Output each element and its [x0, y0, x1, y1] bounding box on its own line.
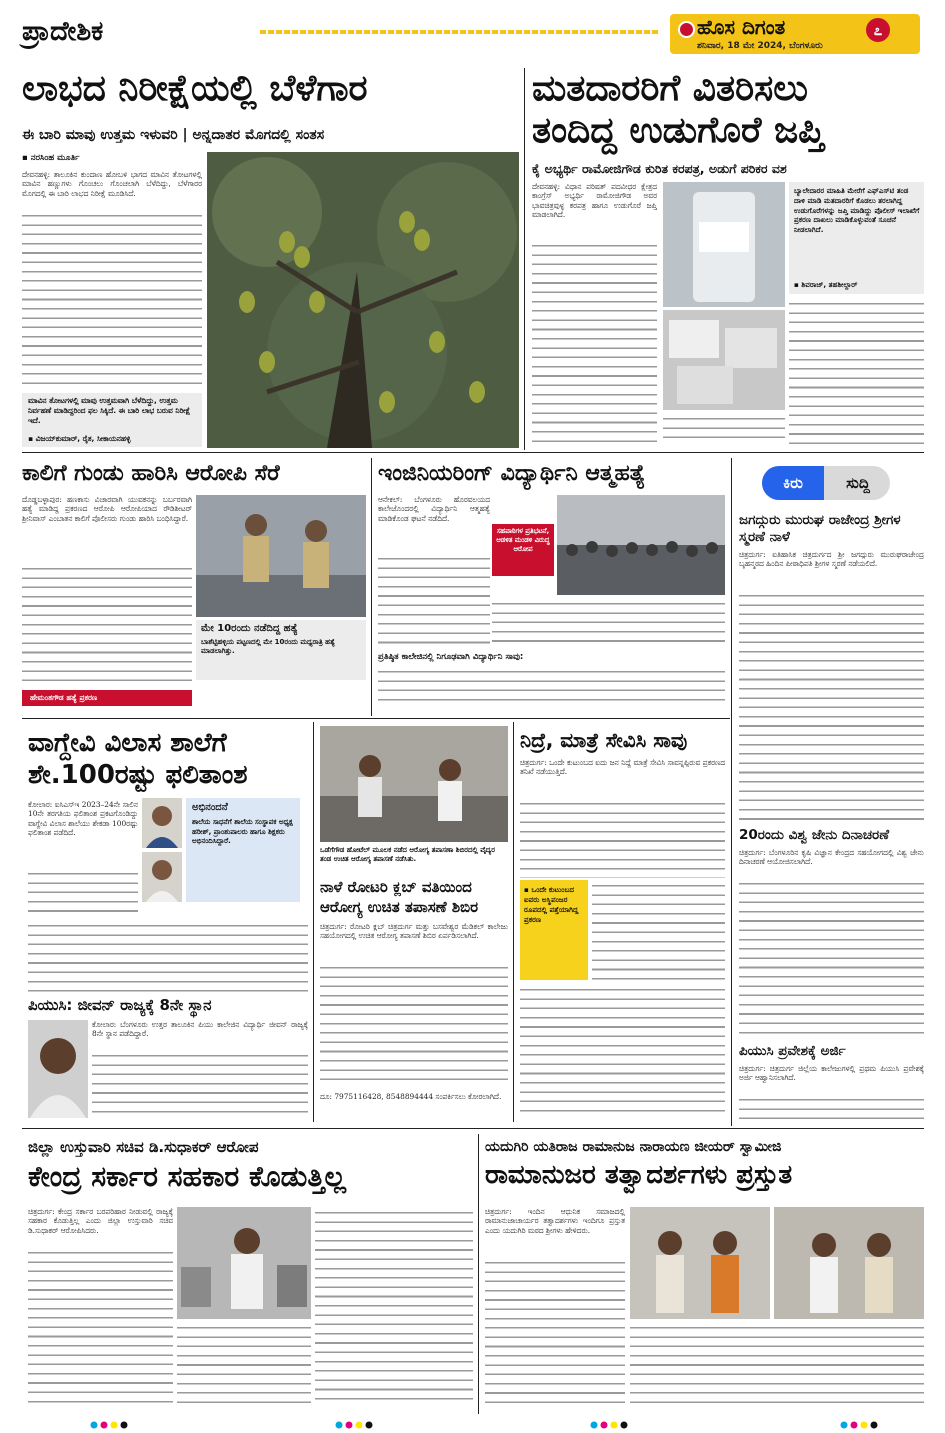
sleep-headline: ನಿದ್ರೆ, ಮಾತ್ರೆ ಸೇವಿಸಿ ಸಾವು — [520, 728, 688, 752]
sleep-box-text: ▪ ಒಂದೇ ಕುಟುಂಬದ ಐವರು ಅಸ್ಥಿಪಂಜರ ರೂಪದಲ್ಲಿ ಪತ್ತೆಯಾಗಿದ್ದ ಪ್ರಕರಣ — [524, 885, 579, 924]
row3-divider-2 — [513, 722, 514, 1122]
mango-quote-box — [22, 393, 202, 447]
kiru-item3-lead: ಚಿತ್ರದುರ್ಗ: ಚಿತ್ರದುರ್ಗ ಜಿಲ್ಲೆಯ ಕಾಲೇಜುಗಳಲ್ಲಿ ಪ್ರಥಮ ಪಿಯುಸಿ ಪ್ರವೇಶಕ್ಕೆ ಅರ್ಜಿ ಆಹ್ವಾನಿಸಲಾಗಿದೆ. — [739, 1064, 924, 1083]
jeevan-image — [28, 1020, 88, 1118]
shot-box-text: ಬಾಶೆಟ್ಟಿಹಳ್ಳಿಯ ಪಟ್ಟಣದಲ್ಲಿ ಮೇ 10ರಂದು ಮಧ್ಯರಾತ್ರಿ ಹತ್ಯೆ ಮಾಡಲಾಗಿತ್ತು. — [201, 638, 335, 655]
kiru-item2-title: 20ರಂದು ವಿಶ್ವ ಜೇನು ದಿನಾಚರಣೆ — [739, 827, 890, 843]
student-body-3 — [378, 666, 725, 706]
suddi-label: ಸುದ್ದಿ — [846, 474, 870, 492]
health-headline-line1: ನಾಳೆ ರೋಟರಿ ಕ್ಲಬ್ ವತಿಯಿಂದ — [320, 878, 472, 896]
mango-byline: ▪ ನರಸಿಂಹ ಮೂರ್ತಿ — [22, 153, 80, 163]
sleep-body — [520, 798, 725, 878]
health-headline-line2: ಆರೋಗ್ಯ ಉಚಿತ ತಪಾಸಣೆ ಶಿಬಿರ — [320, 898, 479, 916]
bottle-image — [663, 182, 785, 307]
seize-body — [532, 240, 657, 446]
student-body — [378, 553, 490, 648]
seize-callout-box — [789, 182, 924, 294]
shot-headline: ಕಾಲಿಗೆ ಗುಂಡು ಹಾರಿಸಿ ಆರೋಪಿ ಸೆರೆ — [22, 461, 280, 486]
registration-marks-mid — [335, 1414, 375, 1422]
kiru-item3-title: ಪಿಯುಸಿ ಪ್ರವೇಶಕ್ಕೆ ಅರ್ಜಿ — [739, 1043, 846, 1059]
seize-subhead: ಕೈ ಅಭ್ಯರ್ಥಿ ರಾಮೋಜಿಗೌಡ ಕುರಿತ ಕರಪತ್ರ, ಅಡುಗೆ ಪರಿಕರ ವಶ — [532, 161, 787, 176]
protest-image — [557, 495, 725, 595]
puc-student-photo — [28, 1020, 88, 1118]
student-body-2 — [492, 598, 725, 648]
row2-divider-1 — [371, 458, 372, 716]
packets-image — [663, 310, 785, 410]
student-lead: ಆನೇಕಲ್: ಬೆಂಗಳೂರು ಹೊರವಲಯದ ಕಾಲೇಜೊಂದರಲ್ಲಿ ವಿದ್ಯಾರ್ಥಿನಿ ಆತ್ಮಹತ್ಯೆ ಮಾಡಿಕೊಂಡ ಘಟನೆ ನಡೆದಿದೆ. — [378, 495, 490, 523]
ramanuja-kicker: ಯದುಗಿರಿ ಯತಿರಾಜ ರಾಮಾನುಜ ನಾರಾಯಣ ಜೀಯರ್ ಸ್ವಾಮೀಜಿ — [485, 1139, 782, 1155]
ramanuja-photo-1 — [630, 1207, 770, 1319]
student-badge — [492, 524, 554, 576]
minister-body-3 — [315, 1207, 473, 1407]
ramanuja-lead: ಚಿತ್ರದುರ್ಗ: ಇಂದಿನ ಆಧುನಿಕ ಸಮಾಜದಲ್ಲಿ ರಾಮಾನುಜಾಚಾರ್ಯರ ತತ್ವಾದರ್ಶಗಳು ಇಂದಿಗೂ ಪ್ರಸ್ತುತ ಎಂದು ಯದುಗಿರಿ ಮಠದ ಶ್ರೀಗಳು ಹೇಳಿದರು. — [485, 1207, 625, 1235]
shot-caption-bar — [22, 690, 192, 706]
row2-divider-2 — [731, 458, 732, 1126]
minister-headline: ಕೇಂದ್ರ ಸರ್ಕಾರ ಸಹಕಾರ ಕೊಡುತ್ತಿಲ್ಲ — [28, 1160, 347, 1193]
health-phone: ದೂ: 7975116428, 8548894444 ಸಂಪರ್ಕಿಸಲು ಕೋರಲಾಗಿದೆ. — [320, 1092, 502, 1101]
seize-photo-bottle — [663, 182, 785, 307]
seize-headline-line2: ತಂದಿದ್ದ ಉಡುಗೊರೆ ಜಪ್ತಿ — [532, 110, 825, 151]
school-congrats-text: ಶಾಲೆಯ ಸಾಧನೆಗೆ ಶಾಲೆಯ ಸಂಸ್ಥಾಪಕ ಅಧ್ಯಕ್ಷ ಹರೀಶ್, ಪ್ರಾಂಶುಪಾಲರು ಹಾಗೂ ಶಿಕ್ಷಕರು ಅಭಿನಂದಿಸಿದ್ದಾರೆ. — [192, 818, 293, 845]
ramanuja-headline: ರಾಮಾನುಜರ ತತ್ವಾದರ್ಶಗಳು ಪ್ರಸ್ತುತ — [485, 1160, 793, 1190]
seize-callout-by: ▪ ಶಿವರಾಜ್, ತಹಶೀಲ್ದಾರ್ — [794, 280, 858, 289]
minister-press-image — [177, 1207, 311, 1319]
ramanuja-event-image-2 — [774, 1207, 924, 1319]
student-badge-text: ಸಹಪಾಠಿಗಳ ಪ್ರತಿಭಟನೆ, ಆಡಳಿತ ಮಂಡಳಿ ವಿರುದ್ಧ ಆರೋಪ — [496, 527, 550, 553]
student-boy-image — [142, 852, 182, 902]
logo-box — [670, 14, 920, 54]
student-subhead: ಪ್ರತಿಷ್ಠಿತ ಕಾಲೇಜಿನಲ್ಲಿ ನಿಗೂಢವಾಗಿ ವಿದ್ಯಾರ್ಥಿನಿ ಸಾವು: — [378, 652, 524, 662]
sleep-box — [520, 880, 588, 980]
kiru-item2-body — [739, 878, 924, 1038]
mango-subhead: ಈ ಬಾರಿ ಮಾವು ಉತ್ತಮ ಇಳುವರಿ | ಅನ್ನದಾತರ ಮೊಗದಲ್ಲಿ ಸಂತಸ — [22, 127, 325, 143]
kiru-label: ಕಿರು — [762, 466, 824, 500]
student-girl-image — [142, 798, 182, 848]
sleep-body-3 — [520, 984, 725, 1116]
minister-body-2 — [177, 1322, 311, 1407]
seize-callout: ಬ್ಯಾಲೇದಾರರ ಮಾಹಿತಿ ಮೇರೆಗೆ ಎಫ್‌ಎಸ್‌ಟಿ ತಂಡ ದಾಳಿ ಮಾಡಿ ಮತದಾರರಿಗೆ ಕೊಡಲು ತರಲಾಗಿದ್ದ ಉಡುಗೊರೆಗಳನ್ನು ಜಪ್ತಿ ಮಾಡಿದ್ದು ಪೊಲೀಸ್ ಇಲಾಖೆಗೆ ಪ್ರಕರಣ ದಾಖಲು ಮಾಡಿಕೊಳ್ಳುವಂತೆ ಸೂಚನೆ ನೀಡಲಾಗಿದೆ. — [794, 186, 920, 235]
row1-divider — [524, 68, 525, 450]
sleep-body-2 — [592, 880, 725, 980]
school-congrats-title: ಅಭಿನಂದನೆ — [192, 802, 228, 813]
shot-police-photo — [196, 495, 366, 617]
page-number: ೭ — [866, 18, 890, 42]
school-lead: ಕೋಲಾರ: ಐಸಿಎಸ್‌ಇ 2023–24ನೇ ಸಾಲಿನ 10ನೇ ತರಗತಿಯ ಫಲಿತಾಂಶ ಪ್ರಕಟಗೊಂಡಿದ್ದು ವಾಗ್ದೇವಿ ವಿಲಾಸ ಶಾಲೆಯು ಶೇಕಡಾ 100ರಷ್ಟು ಫಲಿತಾಂಶ ಪಡೆದಿದೆ. — [28, 800, 138, 837]
kiru-item1-title: ಜಗದ್ಗುರು ಮುರುಘ ರಾಜೇಂದ್ರ ಶ್ರೀಗಳ ಸ್ಮರಣೆ ನಾಳೆ — [739, 512, 901, 545]
logo-text: ಹೊಸ ದಿಗಂತ — [697, 15, 786, 39]
registration-marks-far-right — [840, 1414, 880, 1422]
school-body — [28, 868, 138, 918]
minister-body — [28, 1247, 173, 1407]
kiru-item1-lead: ಚಿತ್ರದುರ್ಗ: ಐತಿಹಾಸಿಕ ಚಿತ್ರದುರ್ಗದ ಶ್ರೀ ಜಗದ್ಗುರು ಮುರುಘರಾಜೇಂದ್ರ ಬೃಹನ್ಮಠದ ಹಿಂದಿನ ಪೀಠಾಧಿಪತಿ ಶ್ರೀಗಳ ಸ್ಮರಣೆ ನಡೆಯಲಿದೆ. — [739, 550, 924, 569]
kiru-item1-body — [739, 590, 924, 822]
kiru-item2-lead: ಚಿತ್ರದುರ್ಗ: ಬೆಂಗಳೂರಿನ ಕೃಷಿ ವಿಜ್ಞಾನ ಕೇಂದ್ರದ ಸಹಯೋಗದಲ್ಲಿ ವಿಶ್ವ ಜೇನು ದಿನಾಚರಣೆ ಆಯೋಜಿಸಲಾಗಿದೆ. — [739, 848, 924, 867]
health-camp-image — [320, 726, 508, 842]
seize-headline-line1: ಮತದಾರರಿಗೆ ವಿತರಿಸಲು — [532, 68, 808, 109]
row3-divider-1 — [313, 722, 314, 1122]
health-camp-photo — [320, 726, 508, 842]
row2-bottom-rule — [22, 718, 730, 719]
minister-photo — [177, 1207, 311, 1319]
shot-caption: ಹೇಮಂತಗೌಡ ಹತ್ಯೆ ಪ್ರಕರಣ — [30, 693, 98, 702]
minister-kicker: ಜಿಲ್ಲಾ ಉಸ್ತುವಾರಿ ಸಚಿವ ಡಿ.ಸುಧಾಕರ್ ಆರೋಪ — [28, 1138, 259, 1156]
mango-headline: ಲಾಭದ ನಿರೀಕ್ಷೆಯಲ್ಲಿ ಬೆಳೆಗಾರ — [22, 68, 368, 109]
sleep-lead: ಚಿತ್ರದುರ್ಗ: ಒಂದೇ ಕುಟುಂಬದ ಐದು ಜನ ನಿದ್ದೆ ಮಾತ್ರೆ ಸೇವಿಸಿ ಸಾವನ್ನಪ್ಪಿರುವ ಪ್ರಕರಣದ ತನಿಖೆ ನಡೆಯುತ್ತಿದೆ. — [520, 758, 725, 777]
kiru-item3-body — [739, 1094, 924, 1124]
school-student-photo-2 — [142, 852, 182, 902]
ramanuja-event-image-1 — [630, 1207, 770, 1319]
section-title: ಪ್ರಾದೇಶಿಕ — [22, 16, 104, 47]
seize-photo-packets — [663, 310, 785, 410]
logo-emblem-icon — [678, 21, 695, 38]
student-protest-photo — [557, 495, 725, 595]
puc-body — [92, 1050, 308, 1116]
school-body-2 — [28, 920, 308, 992]
minister-lead: ಚಿತ್ರದುರ್ಗ: ಕೇಂದ್ರ ಸರ್ಕಾರ ಬರಪರಿಹಾರ ನೀಡುವಲ್ಲಿ ರಾಜ್ಯಕ್ಕೆ ಸಹಕಾರ ಕೊಡುತ್ತಿಲ್ಲ ಎಂದು ಜಿಲ್ಲಾ ಉಸ್ತುವಾರಿ ಸಚಿವ ಡಿ.ಸುಧಾಕರ್ ಆರೋಪಿಸಿದರು. — [28, 1207, 173, 1235]
seize-lead: ದೇವನಹಳ್ಳಿ: ವಿಧಾನ ಪರಿಷತ್ ಪದವೀಧರ ಕ್ಷೇತ್ರದ ಕಾಂಗ್ರೆಸ್ ಅಭ್ಯರ್ಥಿ ರಾಮೋಜಿಗೌಡ ಅವರ ಭಾವಚಿತ್ರವುಳ್ಳ ಕರಪತ್ರ ಹಾಗೂ ಉಡುಗೊರೆ ಜಪ್ತಿ ಮಾಡಲಾಗಿದೆ. — [532, 182, 657, 219]
shot-body — [22, 563, 192, 689]
health-lead: ಚಿತ್ರದುರ್ಗ: ರೋಟರಿ ಕ್ಲಬ್ ಚಿತ್ರದುರ್ಗ ಮತ್ತು ಬಸವೇಶ್ವರ ಮೆಡಿಕಲ್ ಕಾಲೇಜು ಸಹಯೋಗದಲ್ಲಿ ಉಚಿತ ಆರೋಗ್ಯ ತಪಾಸಣೆ ಶಿಬಿರ ಏರ್ಪಡಿಸಲಾಗಿದೆ. — [320, 922, 508, 941]
seize-body-right — [789, 298, 924, 446]
shot-box — [196, 620, 366, 680]
row1-bottom-rule — [22, 452, 924, 453]
mango-tree-image — [207, 152, 519, 448]
seize-photo-caption — [663, 413, 785, 446]
school-congrats-box — [186, 798, 300, 902]
mango-quote-by: ▪ ವಿಜಯ್‌ಕುಮಾರ್, ರೈತ, ಸೀಕಾಯನಹಳ್ಳಿ — [28, 434, 131, 443]
masthead-band — [260, 30, 660, 34]
ramanuja-photo-2 — [774, 1207, 924, 1319]
ramanuja-body — [485, 1257, 625, 1407]
ramanuja-body-2 — [630, 1322, 924, 1407]
school-headline-line1: ವಾಗ್ದೇವಿ ವಿಲಾಸ ಶಾಲೆಗೆ — [28, 728, 227, 758]
registration-marks-left — [90, 1414, 130, 1422]
row4-divider — [478, 1134, 479, 1414]
mango-tree-photo — [207, 152, 519, 448]
masthead — [0, 0, 945, 62]
mango-quote: ಮಾವಿನ ತೋಟಗಳಲ್ಲಿ ಮಾವು ಉತ್ತಮವಾಗಿ ಬೆಳೆದಿದ್ದು, ಉತ್ತಮ ನಿರ್ವಹಣೆ ಮಾಡಿದ್ದರಿಂದ ಫಲ ಸಿಕ್ಕಿದೆ. ಈ ಬಾರಿ ಲಾಭ ಬರುವ ನಿರೀಕ್ಷೆ ಇದೆ. — [28, 396, 191, 425]
school-student-photo-1 — [142, 798, 182, 848]
puc-lead: ಕೋಲಾರ: ಬೆಂಗಳೂರು ಉತ್ತರ ತಾಲೂಕಿನ ಪಿಯು ಕಾಲೇಜಿನ ವಿದ್ಯಾರ್ಥಿ ಜೀವನ್ ರಾಜ್ಯಕ್ಕೆ 8ನೇ ಸ್ಥಾನ ಪಡೆದಿದ್ದಾರೆ. — [92, 1020, 308, 1039]
row3-bottom-rule — [22, 1128, 924, 1129]
registration-marks-right — [590, 1414, 630, 1422]
student-headline: ಇಂಜಿನಿಯರಿಂಗ್ ವಿದ್ಯಾರ್ಥಿನಿ ಆತ್ಮಹತ್ಯೆ — [378, 461, 646, 486]
police-image — [196, 495, 366, 617]
puc-headline: ಪಿಯುಸಿ: ಜೀವನ್ ರಾಜ್ಯಕ್ಕೆ 8ನೇ ಸ್ಥಾನ — [28, 996, 212, 1014]
shot-box-title: ಮೇ 10ರಂದು ನಡೆದಿದ್ದ ಹತ್ಯೆ — [201, 623, 298, 634]
mango-lead: ದೇವನಹಳ್ಳಿ: ತಾಲೂಕಿನ ಕುಂದಾಣ ಹೋಬಳಿ ಭಾಗದ ಮಾವಿನ ತೋಟಗಳಲ್ಲಿ ಮಾವಿನ ಹಣ್ಣುಗಳು ಗೊಂಚಲು ಗೊಂಚಲಾಗಿ ಬೆಳೆದಿದ್ದು, ಬೆಳೆಗಾರರ ಮೊಗದಲ್ಲಿ ಈ ಬಾರಿ ಲಾಭದ ನಿರೀಕ್ಷೆ ಮೂಡಿಸಿದೆ. — [22, 170, 202, 198]
mango-body — [22, 210, 202, 390]
school-headline-line2: ಶೇ.100ರಷ್ಟು ಫಲಿತಾಂಶ — [28, 760, 248, 790]
health-caption: ಒಡೆಗೆಗೌಡ ಹೋಟೆಲ್ ಮೂಲಕ ನಡೆದ ಆರೋಗ್ಯ ತಪಾಸಣಾ ಶಿಬಿರದಲ್ಲಿ ವೈದ್ಯರ ತಂಡ ಉಚಿತ ಆರೋಗ್ಯ ತಪಾಸಣೆ ನಡೆಸಿತು. — [320, 846, 495, 863]
kiru-suddi-badge — [762, 466, 890, 500]
date-line: ಶನಿವಾರ, 18 ಮೇ 2024, ಬೆಂಗಳೂರು — [697, 41, 823, 51]
shot-lead: ದೊಡ್ಡಬಳ್ಳಾಪುರ: ಹಣಕಾಸು ವಿಚಾರವಾಗಿ ಯುವಕನನ್ನು ಬರ್ಬರವಾಗಿ ಹತ್ಯೆ ಮಾಡಿದ್ದ ಪ್ರಕರಣದ ಆರೋಪಿ ಆರೋಪಿಯಾದ ರೌಡಿಶೀಟರ್ ಶ್ರೀನಿವಾಸ್ ಎಂಬಾತನ ಕಾಲಿಗೆ ಪೊಲೀಸರು ಗುಂಡು ಹಾರಿಸಿ ಬಂಧಿಸಿದ್ದಾರೆ. — [22, 495, 192, 523]
health-body — [320, 962, 508, 1088]
